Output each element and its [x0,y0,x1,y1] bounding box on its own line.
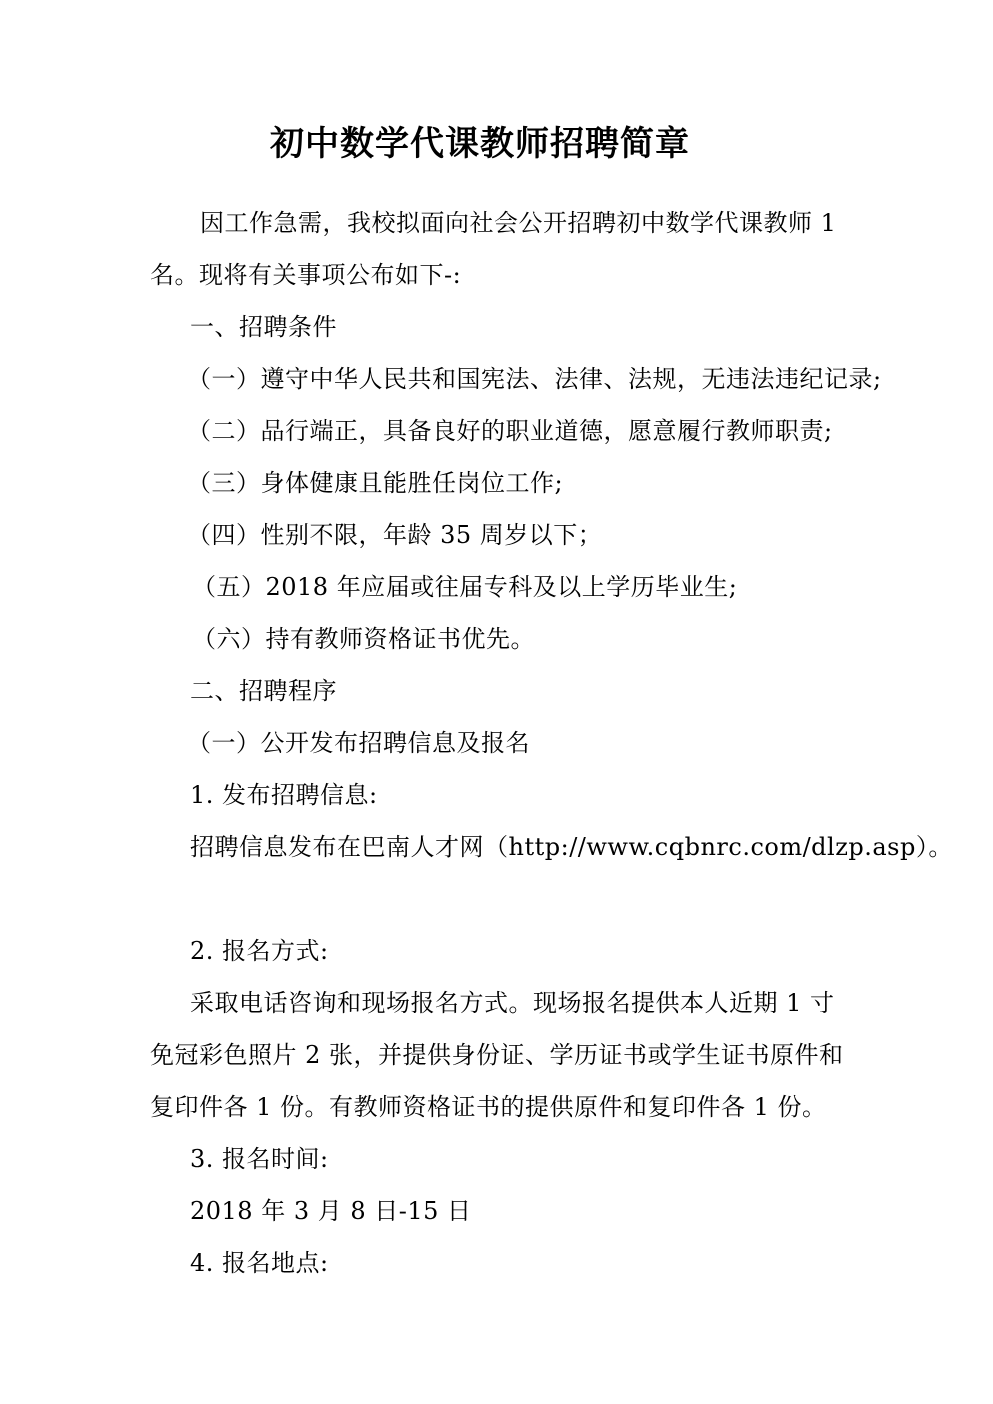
paragraph-intro-line-2: 名。现将有关事项公布如下-: [150,261,462,289]
publish-info-text: 招聘信息发布在巴南人才网（http://www.cqbnrc.com/dlzp.asp）。 [190,833,953,861]
procedure-subheading-1: （一）公开发布招聘信息及报名 [187,729,530,757]
section-heading-conditions: 一、招聘条件 [190,313,337,341]
condition-item-5: （五）2018 年应届或往届专科及以上学历毕业生; [192,573,738,601]
registration-method-line-2: 免冠彩色照片 2 张，并提供身份证、学历证书或学生证书原件和 [150,1041,844,1069]
condition-item-2: （二）品行端正，具备良好的职业道德，愿意履行教师职责; [187,417,833,445]
registration-time-text: 2018 年 3 月 8 日-15 日 [190,1197,472,1225]
paragraph-intro-line-1: 因工作急需，我校拟面向社会公开招聘初中数学代课教师 1 [200,209,837,237]
condition-item-3: （三）身体健康且能胜任岗位工作; [187,469,564,497]
step-heading-registration-time: 3. 报名时间: [190,1145,329,1173]
step-heading-registration-place: 4. 报名地点: [190,1249,329,1277]
condition-item-4: （四）性别不限，年龄 35 周岁以下； [187,521,603,549]
condition-item-1: （一）遵守中华人民共和国宪法、法律、法规，无违法违纪记录; [187,365,882,393]
section-heading-procedure: 二、招聘程序 [190,677,337,705]
registration-method-line-1: 采取电话咨询和现场报名方式。现场报名提供本人近期 1 寸 [190,989,835,1017]
step-heading-publish-info: 1. 发布招聘信息: [190,781,378,809]
registration-method-line-3: 复印件各 1 份。有教师资格证书的提供原件和复印件各 1 份。 [150,1093,827,1121]
document-title: 初中数学代课教师招聘简章 [270,124,690,164]
step-heading-registration-method: 2. 报名方式: [190,937,329,965]
condition-item-6: （六）持有教师资格证书优先。 [192,625,535,653]
